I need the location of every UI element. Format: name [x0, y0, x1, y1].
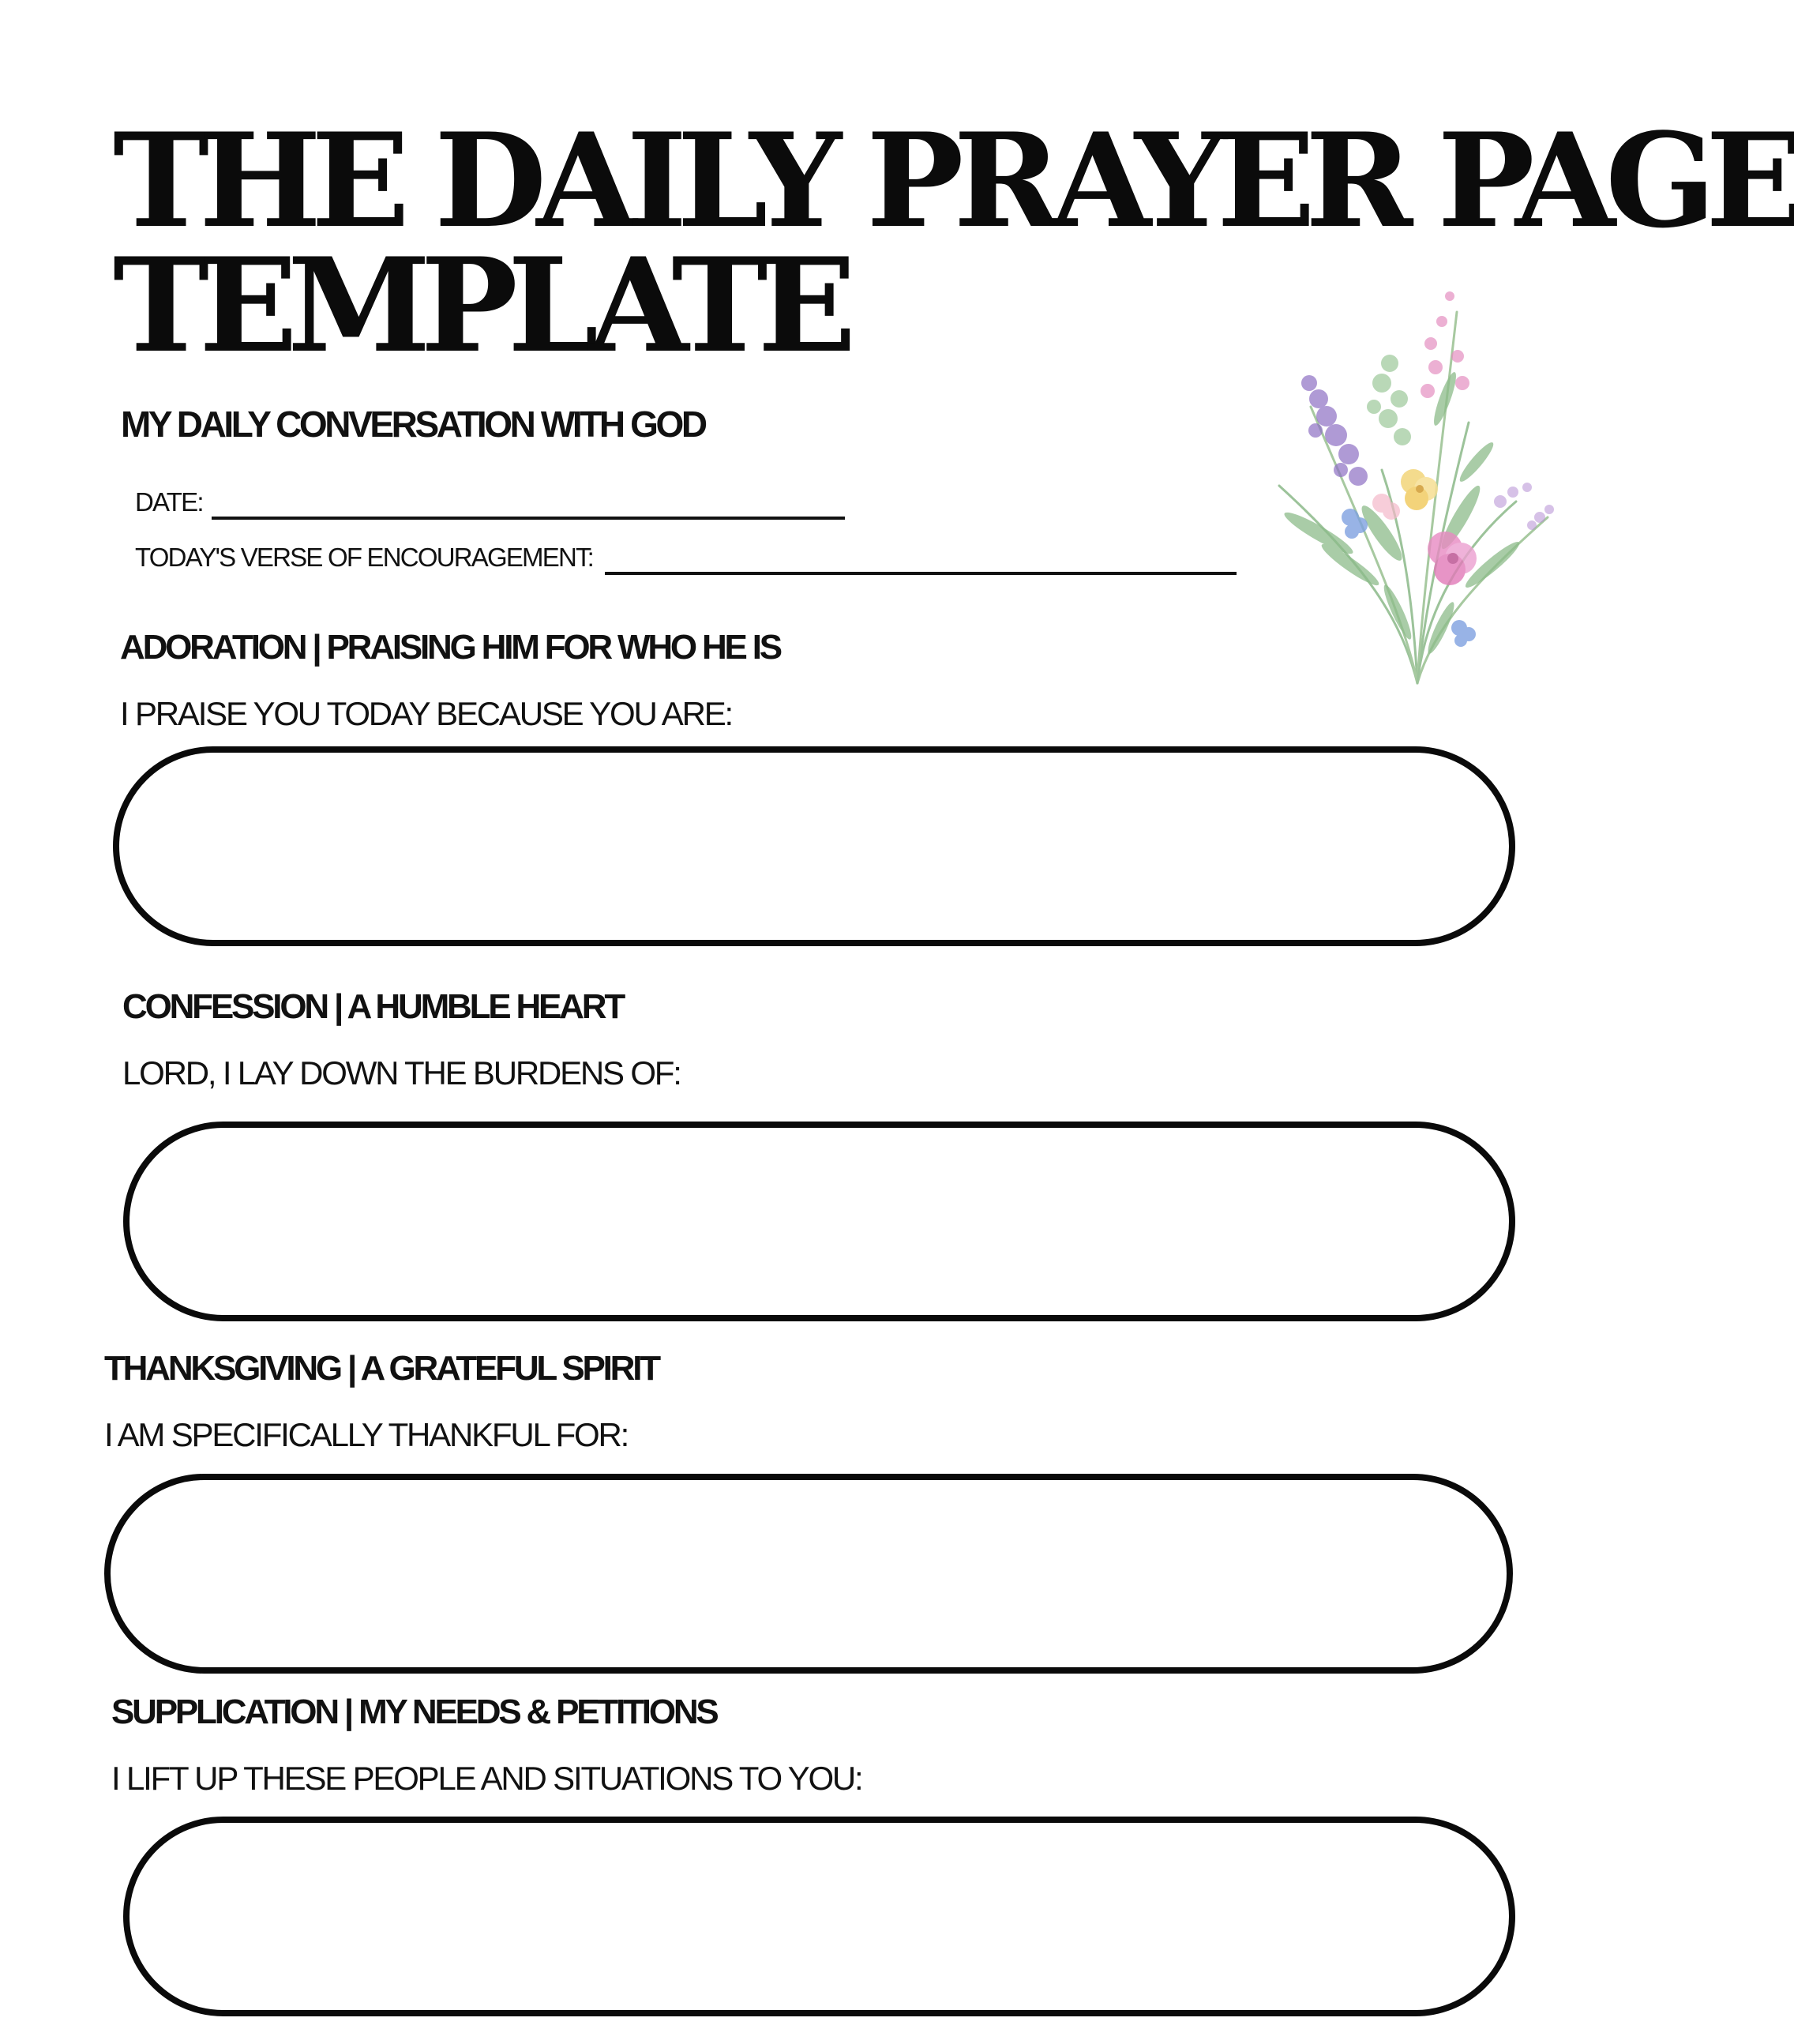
adoration-prompt: I PRAISE YOU TODAY BECAUSE YOU ARE: [120, 695, 732, 732]
subtitle: MY DAILY CONVERSATION WITH GOD [121, 404, 705, 445]
confession-heading: CONFESSION | A HUMBLE HEART [122, 987, 623, 1026]
date-input-line[interactable] [212, 517, 845, 520]
supplication-prompt: I LIFT UP THESE PEOPLE AND SITUATIONS TO YOU: [111, 1760, 862, 1797]
verse-label: TODAY'S VERSE OF ENCOURAGEMENT: [135, 543, 594, 572]
page-title-line-2: TEMPLATE [113, 229, 846, 381]
supplication-heading: SUPPLICATION | MY NEEDS & PETITIONS [111, 1693, 717, 1731]
confession-prompt: LORD, I LAY DOWN THE BURDENS OF: [122, 1054, 681, 1092]
floral-bouquet-illustration [1263, 280, 1571, 691]
page-title-line-1: THE DAILY PRAYER PAGE [113, 104, 1794, 257]
page-title [113, 104, 1794, 381]
confession-writing-box[interactable] [123, 1122, 1515, 1321]
thanksgiving-heading: THANKSGIVING | A GRATEFUL SPIRIT [104, 1349, 659, 1388]
thanksgiving-writing-box[interactable] [104, 1474, 1513, 1674]
verse-input-line[interactable] [605, 572, 1237, 575]
adoration-heading: ADORATION | PRAISING HIM FOR WHO HE IS [120, 628, 780, 667]
date-label: DATE: [135, 487, 203, 517]
thanksgiving-prompt: I AM SPECIFICALLY THANKFUL FOR: [104, 1416, 629, 1453]
supplication-writing-box[interactable] [123, 1817, 1515, 2016]
adoration-writing-box[interactable] [113, 746, 1515, 946]
